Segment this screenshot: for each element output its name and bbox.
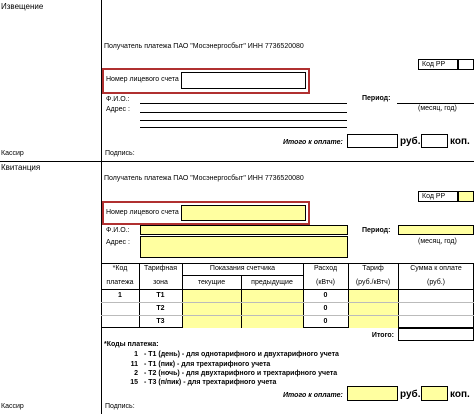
previous-reading-input[interactable] <box>242 303 303 315</box>
notice-address-label: Адрес : <box>106 106 130 113</box>
previous-reading-input[interactable] <box>242 316 303 328</box>
current-reading-input[interactable] <box>183 290 241 302</box>
tariff-input[interactable] <box>349 303 398 315</box>
code-number: 15 <box>130 379 138 386</box>
code-description: - Т3 (п/пик) - для трехтарифного учета <box>144 379 277 386</box>
receipt-rub-label: руб. <box>400 389 421 400</box>
receipt-payee: Получатель платежа ПАО "Мосэнергосбыт" ИНН 7736520080 <box>104 175 304 182</box>
receipt-account-field[interactable] <box>181 205 306 221</box>
receipt-signature-label: Подпись: <box>105 403 135 410</box>
notice-fio-line[interactable] <box>140 103 347 104</box>
table-total-label: Итого: <box>371 332 394 339</box>
notice-kop-label: коп. <box>450 136 470 147</box>
row-usage: 0 <box>323 318 328 325</box>
th-usage: Расход <box>313 265 338 272</box>
notice-total-rub-field[interactable] <box>347 134 398 148</box>
table-col-line <box>398 263 399 328</box>
row-zone: Т2 <box>156 305 165 312</box>
current-reading-input[interactable] <box>183 303 241 315</box>
receipt-cashier-label: Кассир <box>1 403 24 410</box>
th-sum-unit: (руб.) <box>426 279 445 286</box>
code-number: 1 <box>134 351 138 358</box>
receipt-kop-label: коп. <box>450 389 470 400</box>
notice-signature-label: Подпись: <box>105 150 135 157</box>
receipt-fio-field[interactable] <box>140 225 348 235</box>
th-tariff-unit: (руб./кВтч) <box>355 279 391 286</box>
code-description: - Т1 (день) - для однотарифного и двухтарифного учета <box>144 351 339 358</box>
th-sum: Сумма к оплате <box>410 265 462 272</box>
receipt-region-code-field[interactable] <box>458 191 474 202</box>
th-tariff: Тариф <box>362 265 384 272</box>
notice-address-line-2[interactable] <box>140 120 347 121</box>
receipt-period-field[interactable] <box>398 225 474 235</box>
receipt-address-field[interactable] <box>140 236 348 258</box>
notice-address-line-1[interactable] <box>140 112 347 113</box>
tariff-input[interactable] <box>349 316 398 328</box>
notice-period-format: (месяц, год) <box>418 105 457 112</box>
notice-period-label: Период: <box>362 95 391 102</box>
receipt-region-code-label-box <box>418 191 458 202</box>
row-zone: Т1 <box>156 292 165 299</box>
table-total-field <box>398 328 474 341</box>
receipt-account-label: Номер лицевого счета <box>106 209 179 216</box>
notice-region-code-field[interactable] <box>458 59 474 70</box>
th-readings: Показания счетчика <box>209 265 276 272</box>
code-number: 11 <box>130 361 138 368</box>
row-usage: 0 <box>323 305 328 312</box>
row-code: 1 <box>118 292 122 299</box>
th-usage-unit: (кВтч) <box>315 279 335 286</box>
notice-account-label: Номер лицевого счета <box>106 76 179 83</box>
th-current: текущие <box>197 279 226 286</box>
notice-region-code-label: Код РР <box>422 61 446 68</box>
tariff-input[interactable] <box>349 290 398 302</box>
code-number: 2 <box>134 370 138 377</box>
notice-rub-label: руб. <box>400 136 421 147</box>
row-usage: 0 <box>323 292 328 299</box>
receipt-total-rub-field[interactable] <box>347 386 398 401</box>
receipt-total-label: Итого к оплате: <box>283 392 343 399</box>
notice-region-code-label-box <box>418 59 458 70</box>
th-zone: зона <box>153 279 168 286</box>
receipt-fio-label: Ф.И.О.: <box>106 227 130 234</box>
previous-reading-input[interactable] <box>242 290 303 302</box>
th-code: *Код <box>112 265 128 272</box>
th-tariff-zone: Тарифная <box>144 265 177 272</box>
receipt-address-label: Адрес : <box>106 239 130 246</box>
codes-title: *Коды платежа: <box>104 341 159 348</box>
notice-account-field[interactable] <box>181 72 306 89</box>
receipt-period-label: Период: <box>362 227 391 234</box>
notice-total-kop-field[interactable] <box>421 134 448 148</box>
section-divider-horizontal <box>0 161 474 162</box>
notice-address-line-3[interactable] <box>140 127 347 128</box>
row-zone: Т3 <box>156 318 165 325</box>
notice-cashier-label: Кассир <box>1 150 24 157</box>
notice-period-line[interactable] <box>397 103 474 104</box>
table-subheader-line <box>182 275 303 276</box>
receipt-period-format: (месяц, год) <box>418 238 457 245</box>
th-previous: предыдущие <box>251 279 293 286</box>
th-payment: платежа <box>106 279 134 286</box>
notice-label: Извещение <box>1 2 44 11</box>
notice-total-label: Итого к оплате: <box>283 139 343 146</box>
receipt-total-kop-field[interactable] <box>421 386 448 401</box>
notice-fio-label: Ф.И.О.: <box>106 96 130 103</box>
current-reading-input[interactable] <box>183 316 241 328</box>
receipt-label: Квитанция <box>1 163 41 172</box>
notice-payee: Получатель платежа ПАО "Мосэнергосбыт" ИНН 7736520080 <box>104 43 304 50</box>
code-description: - Т2 (ночь) - для двухтарифного и трехтарифного учета <box>144 370 338 377</box>
code-description: - Т1 (пик) - для трехтарифного учета <box>144 361 271 368</box>
receipt-region-code-label: Код РР <box>422 193 446 200</box>
